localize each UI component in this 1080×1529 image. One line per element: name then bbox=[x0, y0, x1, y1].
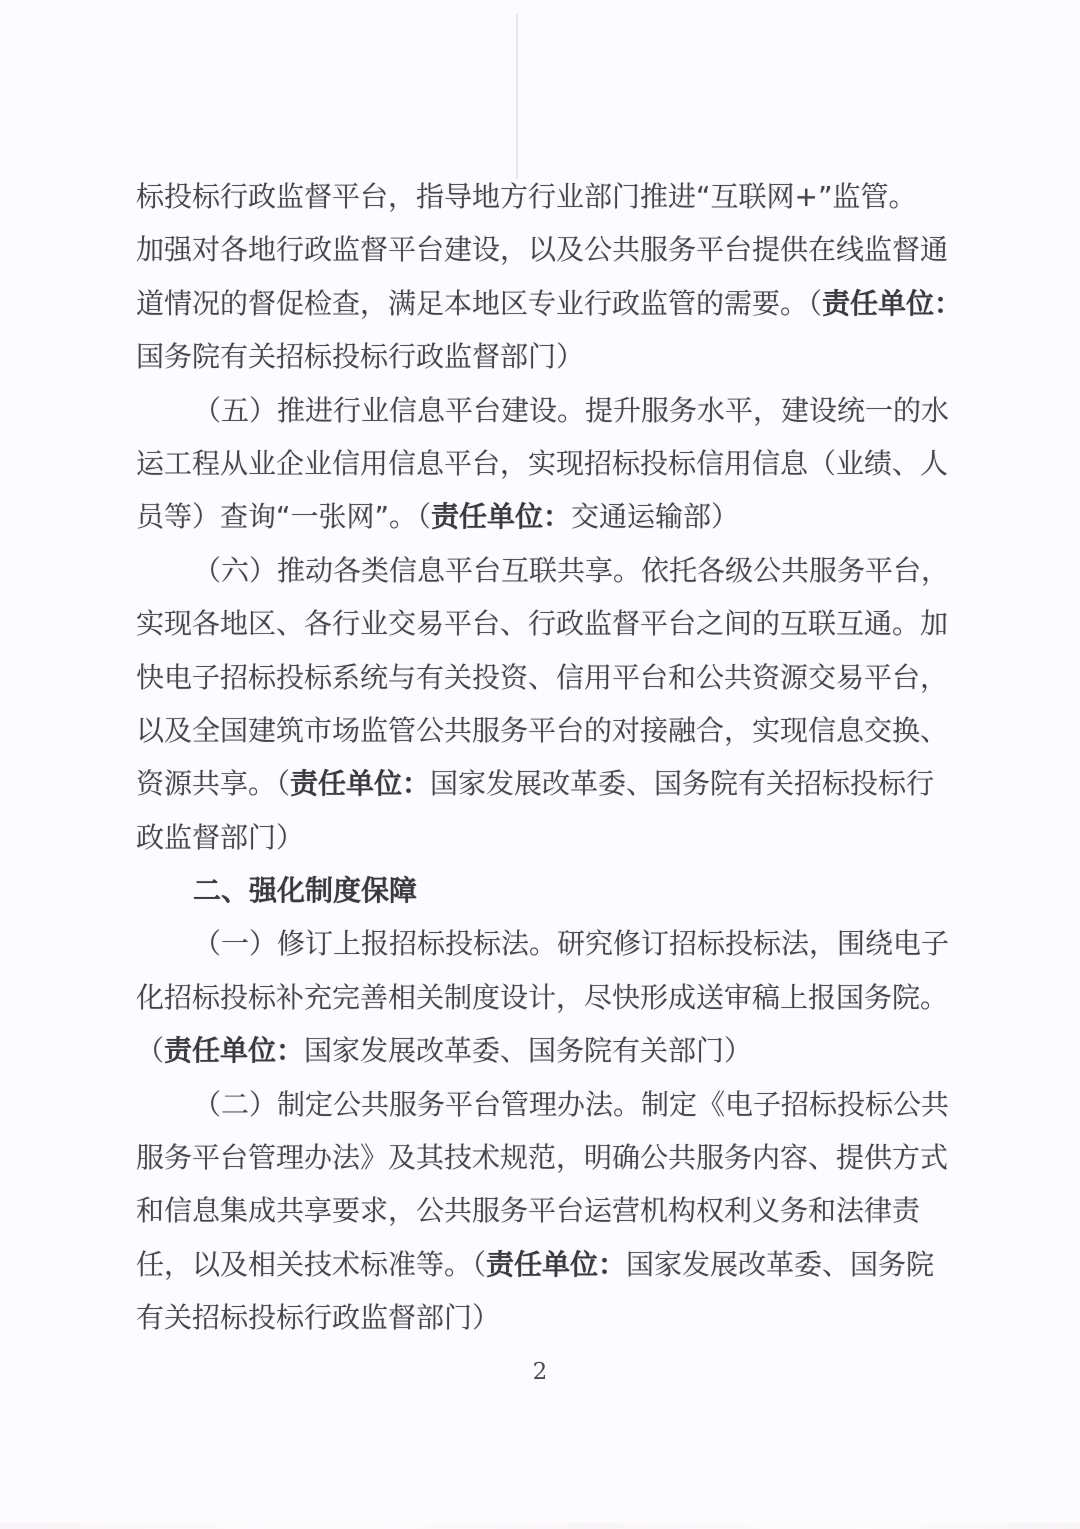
text-line bbox=[136, 437, 948, 490]
text-segment: 国家发展改革委、国务院 bbox=[626, 1247, 935, 1281]
text-line bbox=[136, 1024, 948, 1077]
responsible-unit-label: 责任单位： bbox=[164, 1034, 305, 1068]
text-line bbox=[136, 1184, 948, 1237]
text-line bbox=[136, 811, 948, 864]
text-line bbox=[136, 490, 948, 543]
text-line bbox=[136, 651, 948, 704]
text-segment: （一）修订上报招标投标法。研究修订招标投标法，围绕电子 bbox=[193, 927, 950, 961]
text-segment: 道情况的督促检查，满足本地区专业行政监管的需要。（ bbox=[136, 286, 823, 320]
responsible-unit-label: 责任单位： bbox=[290, 767, 431, 801]
text-line bbox=[136, 704, 948, 757]
text-segment: 有关招标投标行政监督部门） bbox=[136, 1301, 501, 1335]
text-line bbox=[136, 1131, 948, 1184]
text-segment: 交通运输部） bbox=[571, 500, 740, 534]
text-segment: 国务院有关招标投标行政监督部门） bbox=[136, 340, 585, 374]
responsible-unit-label: 责任单位： bbox=[486, 1247, 627, 1281]
page-number: 2 bbox=[532, 1359, 548, 1385]
text-segment: 和信息集成共享要求，公共服务平台运营机构权利义务和法律责 bbox=[136, 1194, 921, 1228]
text-segment: 运工程从业企业信用信息平台，实现招标投标信用信息（业绩、人 bbox=[136, 446, 949, 480]
text-line bbox=[136, 1078, 948, 1131]
text-segment: （二）制定公共服务平台管理办法。制定《电子招标投标公共 bbox=[193, 1087, 950, 1121]
scan-bottom-edge bbox=[0, 1523, 1080, 1529]
text-segment: 以及全国建筑市场监管公共服务平台的对接融合，实现信息交换、 bbox=[136, 713, 949, 747]
scan-crease-line bbox=[516, 14, 518, 179]
responsible-unit-label: 二、强化制度保障 bbox=[193, 874, 418, 908]
text-segment: 快电子招标投标系统与有关投资、信用平台和公共资源交易平台， bbox=[136, 660, 949, 694]
text-line bbox=[136, 917, 948, 970]
text-line bbox=[136, 223, 948, 276]
responsible-unit-label: 责任单位： bbox=[822, 286, 963, 320]
text-segment: 标投标行政监督平台，指导地方行业部门推进“互联网+”监管。 bbox=[136, 180, 917, 213]
text-segment: （ bbox=[136, 1034, 165, 1068]
text-line bbox=[136, 384, 948, 437]
text-line bbox=[136, 544, 948, 597]
text-segment: 员等）查询“一张网”。（ bbox=[136, 500, 432, 534]
text-block bbox=[136, 170, 963, 1345]
text-line bbox=[136, 277, 963, 330]
text-line bbox=[136, 757, 948, 810]
text-segment: 任，以及相关技术标准等。（ bbox=[136, 1247, 487, 1281]
text-segment: 国家发展改革委、国务院有关招标投标行 bbox=[430, 767, 935, 801]
text-line bbox=[136, 1291, 948, 1344]
text-segment: 资源共享。（ bbox=[136, 767, 291, 801]
text-line bbox=[136, 330, 948, 383]
text-segment: 化招标投标补充完善相关制度设计，尽快形成送审稿上报国务院。 bbox=[136, 980, 949, 1014]
text-segment: 实现各地区、各行业交易平台、行政监督平台之间的互联互通。加 bbox=[136, 607, 949, 641]
section-heading bbox=[136, 864, 948, 917]
text-line bbox=[136, 597, 948, 650]
text-line bbox=[136, 971, 948, 1024]
text-segment: 政监督部门） bbox=[136, 820, 305, 854]
text-segment: 服务平台管理办法》及其技术规范，明确公共服务内容、提供方式 bbox=[136, 1141, 949, 1175]
text-segment: 加强对各地行政监督平台建设，以及公共服务平台提供在线监督通 bbox=[136, 233, 949, 267]
responsible-unit-label: 责任单位： bbox=[431, 500, 572, 534]
text-segment: （六）推动各类信息平台互联共享。依托各级公共服务平台， bbox=[193, 553, 950, 587]
text-line bbox=[136, 170, 948, 223]
text-segment: （五）推进行业信息平台建设。提升服务水平，建设统一的水 bbox=[193, 393, 950, 427]
text-line bbox=[136, 1238, 948, 1291]
text-segment: 国家发展改革委、国务院有关部门） bbox=[304, 1034, 753, 1068]
